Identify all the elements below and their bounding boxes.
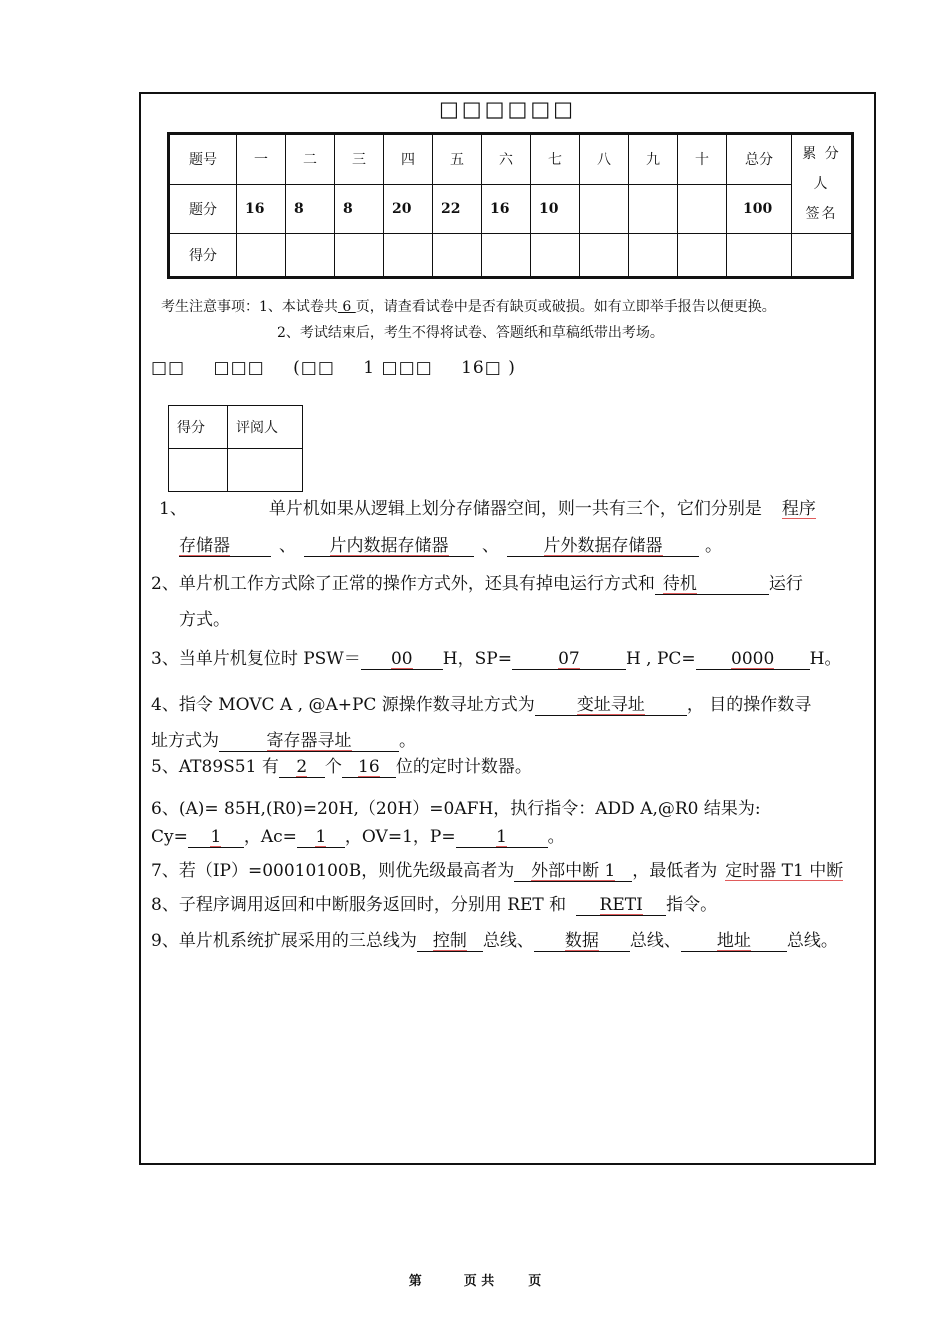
notice-prefix: 考生注意事项：1、本试卷共 <box>161 299 338 315</box>
column-header: 九 <box>629 134 678 185</box>
question-9-end: 总线。 <box>786 931 838 951</box>
question-3-answer-1[interactable]: 00 <box>361 649 443 670</box>
footer-total-label: 页 <box>528 1274 542 1289</box>
exam-title: □□□□□□ <box>438 96 577 121</box>
column-header: 一 <box>237 134 286 185</box>
question-1-answer-2[interactable]: 片内数据存储器 <box>304 531 474 557</box>
question-5-answer-1[interactable]: 2 <box>279 757 325 778</box>
question-1-sep-1: 、 <box>279 536 296 556</box>
question-6-ov: ，OV=1，P= <box>344 827 456 847</box>
question-5 <box>151 752 532 778</box>
points-cell <box>678 184 727 233</box>
question-1-line-2 <box>179 531 722 557</box>
row-label-question-number: 题号 <box>169 134 237 185</box>
question-1-answer-3[interactable]: 片外数据存储器 <box>507 531 699 557</box>
page-footer <box>0 1270 950 1289</box>
question-7-mid: ，最低者为 <box>632 861 718 881</box>
question-6-ac: ，Ac= <box>243 827 297 847</box>
question-1-end: 。 <box>705 536 722 556</box>
question-9-answer-2[interactable]: 数据 <box>534 926 630 952</box>
column-header: 十 <box>678 134 727 185</box>
question-1-number: 1、 <box>159 499 187 519</box>
question-1-answer-1a[interactable]: 程序 <box>782 494 816 519</box>
question-9-mid-2: 总线、 <box>629 931 681 951</box>
grader-box <box>168 405 303 492</box>
section-part-2: □□□ <box>213 358 265 378</box>
column-header: 七 <box>531 134 580 185</box>
column-header: 八 <box>580 134 629 185</box>
question-3-answer-3[interactable]: 0000 <box>696 649 810 670</box>
section-part-1: □□ <box>151 358 186 378</box>
question-9 <box>151 926 838 952</box>
question-9-mid-1: 总线、 <box>482 931 534 951</box>
exam-frame <box>139 92 876 1165</box>
points-total-cell: 100 <box>727 184 792 233</box>
question-9-answer-3[interactable]: 地址 <box>681 926 787 952</box>
column-header: 四 <box>384 134 433 185</box>
question-3 <box>151 644 842 670</box>
question-7-answer-2[interactable]: 定时器 T1 中断 <box>717 856 851 881</box>
table-row-question-numbers <box>169 134 853 185</box>
points-cell: 10 <box>531 184 580 233</box>
points-cell: 8 <box>335 184 384 233</box>
score-cell[interactable] <box>433 234 482 278</box>
question-2-text: 2、单片机工作方式除了正常的操作方式外，还具有掉电运行方式和 <box>151 574 655 594</box>
question-3-mid-2: H , PC= <box>625 649 696 669</box>
column-header: 三 <box>335 134 384 185</box>
question-4-end: 。 <box>399 731 416 751</box>
question-6-answer-2[interactable]: 1 <box>297 827 345 848</box>
signature-label-line1: 累 分 人 <box>802 146 841 192</box>
question-2-answer[interactable]: 待机 <box>655 569 769 595</box>
question-4-line-2 <box>151 726 416 752</box>
points-cell <box>580 184 629 233</box>
score-cell[interactable] <box>286 234 335 278</box>
grader-name-label: 评阅人 <box>228 406 303 449</box>
column-header: 六 <box>482 134 531 185</box>
footer-page-label: 第 <box>408 1274 422 1289</box>
row-label-points: 题分 <box>169 184 237 233</box>
score-cell[interactable] <box>629 234 678 278</box>
question-1-answer-1b[interactable]: 存储器 <box>179 531 271 557</box>
question-4-mid: ， 目的操作数寻 <box>686 695 812 715</box>
question-3-text: 3、当单片机复位时 PSW＝ <box>151 649 361 669</box>
column-header: 二 <box>286 134 335 185</box>
table-row-scores <box>169 234 853 278</box>
question-8-text: 8、子程序调用返回和中断服务返回时，分别用 RET 和 <box>151 895 567 915</box>
score-cell[interactable] <box>678 234 727 278</box>
footer-of-label: 页 共 <box>463 1274 495 1289</box>
points-cell: 8 <box>286 184 335 233</box>
question-2-line-1 <box>151 569 803 595</box>
question-9-answer-1[interactable]: 控制 <box>417 926 483 952</box>
question-4-answer-2[interactable]: 寄存器寻址 <box>219 726 399 752</box>
question-1-text: 单片机如果从逻辑上划分存储器空间，则一共有三个，它们分别是 <box>268 499 762 519</box>
question-4-line-1 <box>151 690 811 716</box>
question-5-mid: 个 <box>324 757 342 777</box>
question-3-end: H。 <box>809 649 842 669</box>
score-cell[interactable] <box>531 234 580 278</box>
score-cell[interactable] <box>580 234 629 278</box>
notice-line-1 <box>161 296 776 316</box>
points-cell: 20 <box>384 184 433 233</box>
notice-line-2: 2、考试结束后，考生不得将试卷、答题纸和草稿纸带出考场。 <box>277 325 664 341</box>
question-1-line-1 <box>159 494 816 519</box>
question-6-line-2 <box>151 822 565 848</box>
grader-name-cell[interactable] <box>228 449 303 492</box>
question-4-text-2: 址方式为 <box>151 731 219 751</box>
question-2-line-2: 方式。 <box>179 610 230 630</box>
question-6-answer-1[interactable]: 1 <box>188 827 244 848</box>
notice-suffix: 页，请查看试卷中是否有缺页或破损。如有立即举手报告以便更换。 <box>355 299 776 315</box>
notice-page-count: 6 <box>337 299 356 315</box>
grader-score-label: 得分 <box>169 406 228 449</box>
question-6-line-1: 6、(A)= 85H,(R0)=20H,（20H）=0AFH，执行指令：ADD A,@R0 结果为: <box>151 799 761 819</box>
section-part-3: (□□ <box>293 358 335 378</box>
table-row-points <box>169 184 853 233</box>
question-5-end: 位的定时计数器。 <box>395 757 532 777</box>
points-cell: 16 <box>237 184 286 233</box>
question-7-answer-1[interactable]: 外部中断 1 <box>514 856 632 882</box>
question-4-text: 4、指令 MOVC A , @A+PC 源操作数寻址方式为 <box>151 695 535 715</box>
signature-cell[interactable] <box>792 234 853 278</box>
grader-score-cell[interactable] <box>169 449 228 492</box>
score-cell[interactable] <box>237 234 286 278</box>
section-heading <box>151 358 538 378</box>
question-3-answer-2[interactable]: 07 <box>512 649 626 670</box>
question-4-answer-1[interactable]: 变址寻址 <box>535 690 687 716</box>
question-7-text: 7、若（IP）=00010100B，则优先级最高者为 <box>151 861 515 881</box>
question-8-end: 指令。 <box>666 895 718 915</box>
question-5-answer-2[interactable]: 16 <box>342 757 396 778</box>
section-part-5: 16□ ) <box>461 358 516 378</box>
question-8 <box>151 890 717 916</box>
signature-label-line2: 签名 <box>805 206 838 222</box>
score-cell[interactable] <box>384 234 433 278</box>
question-2-mid: 运行 <box>768 574 803 594</box>
points-cell: 22 <box>433 184 482 233</box>
question-3-mid-1: H，SP= <box>442 649 512 669</box>
points-cell <box>629 184 678 233</box>
question-9-text: 9、单片机系统扩展采用的三总线为 <box>151 931 417 951</box>
score-cell[interactable] <box>335 234 384 278</box>
signature-label <box>792 134 853 234</box>
section-part-4: 1 □□□ <box>363 358 433 378</box>
column-header: 五 <box>433 134 482 185</box>
score-cell[interactable] <box>482 234 531 278</box>
question-6-answer-3[interactable]: 1 <box>456 827 548 848</box>
score-total-cell[interactable] <box>727 234 792 278</box>
question-1-sep-2: 、 <box>482 536 499 556</box>
row-label-score: 得分 <box>169 234 237 278</box>
column-header-total: 总分 <box>727 134 792 185</box>
question-6-cy: Cy= <box>151 827 188 847</box>
question-5-text: 5、AT89S51 有 <box>151 757 279 777</box>
points-cell: 16 <box>482 184 531 233</box>
question-6-end: 。 <box>547 827 565 847</box>
question-8-answer[interactable]: RETI <box>576 895 666 916</box>
question-7 <box>151 856 851 882</box>
score-table <box>167 132 854 279</box>
